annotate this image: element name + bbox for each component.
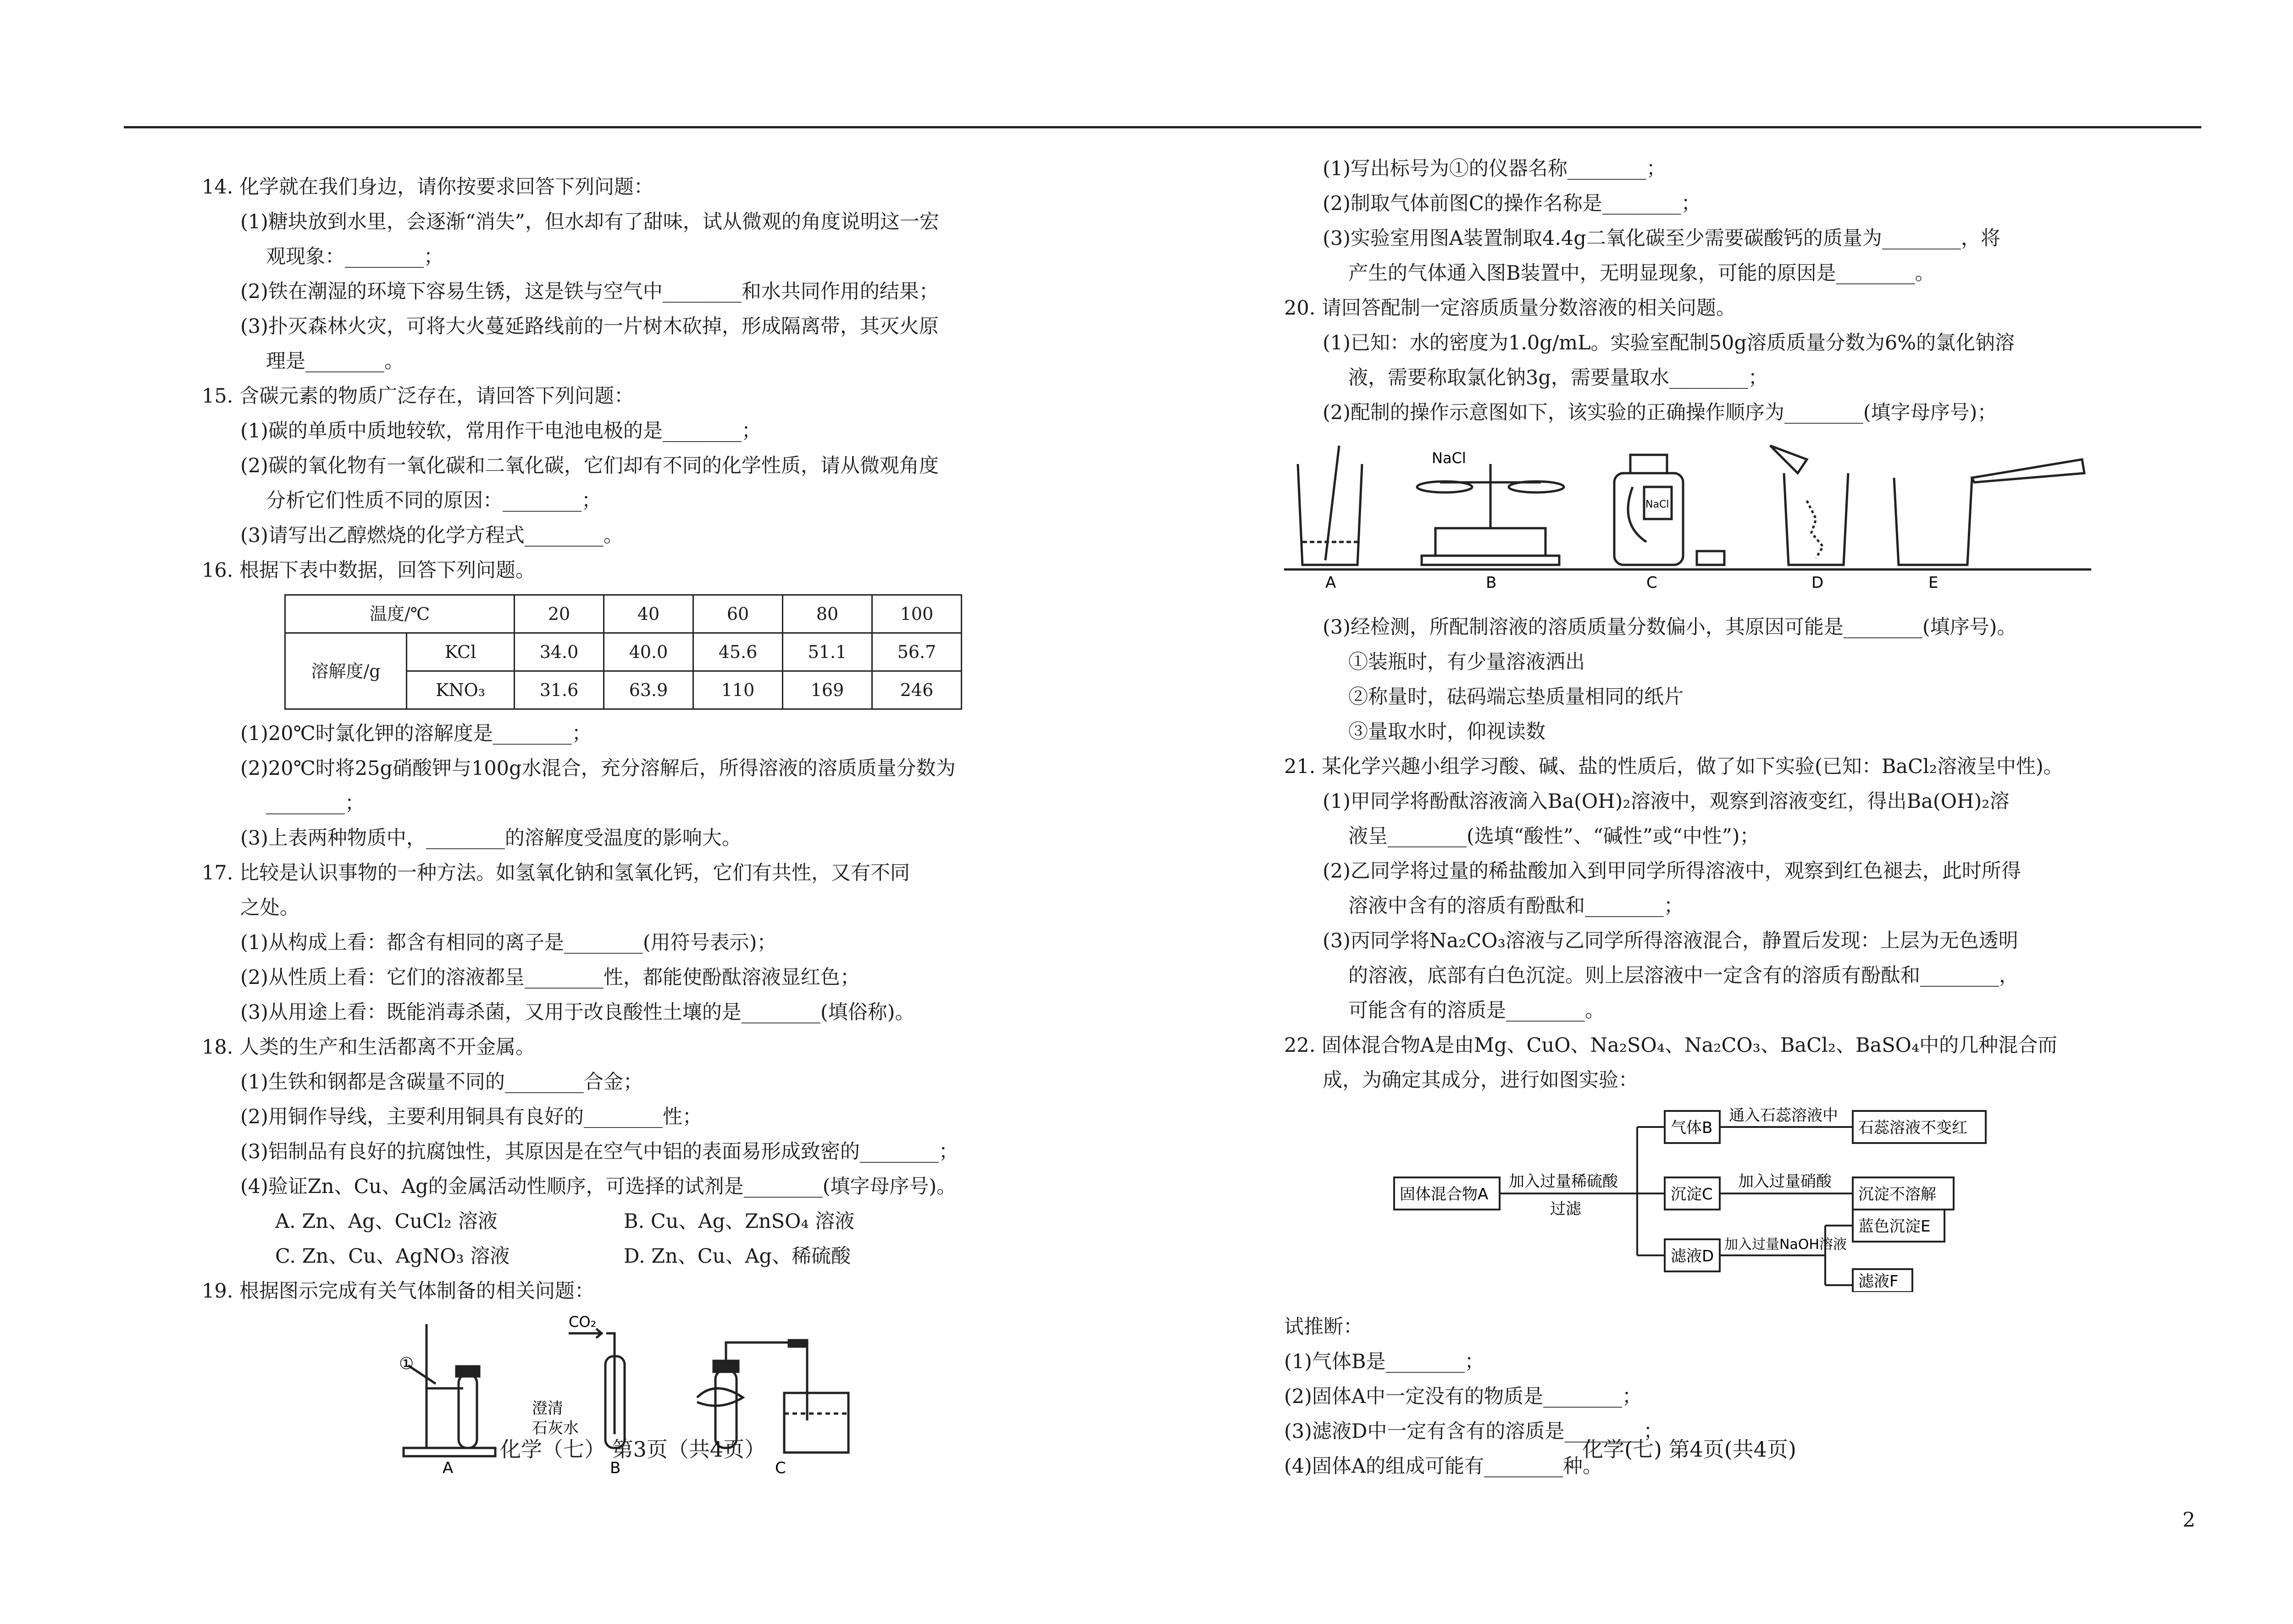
q18-part1: (1)生铁和钢都是含碳量不同的________合金； — [240, 1071, 643, 1094]
balance-base — [1422, 556, 1559, 565]
label-mark-1: ① — [399, 1354, 414, 1373]
stopper-c — [714, 1361, 738, 1372]
q14-stem: 14. 化学就在我们身边，请你按要求回答下列问题： — [202, 176, 654, 199]
q19-part1: (1)写出标号为①的仪器名称________； — [1323, 157, 1666, 180]
label-step-c: C — [1646, 574, 1657, 592]
q19-part2: (2)制取气体前图C的操作名称是________； — [1323, 192, 1701, 215]
q14-part3: (3)扑灭森林火灾，可将大火蔓延路线前的一片树木砍掉，形成隔离带，其灭火原 — [240, 315, 939, 338]
q15-part2: (2)碳的氧化物有一氧化碳和二氧化碳，它们却有不同的化学性质，请从微观角度 — [240, 454, 939, 477]
q22-part1: (1)气体B是________； — [1284, 1350, 1484, 1373]
q20-stem: 20. 请回答配制一定溶质质量分数溶液的相关问题。 — [1284, 297, 1736, 320]
q19-part3-cont: 产生的气体通入图B装置中，无明显现象，可能的原因是________。 — [1348, 262, 1935, 285]
question-15 — [202, 379, 1055, 553]
q15-stem: 15. 含碳元素的物质广泛存在，请回答下列问题： — [202, 385, 634, 408]
q22-part3: (3)滤液D中一定有含有的溶质是________； — [1284, 1420, 1663, 1443]
label-co2: CO₂ — [569, 1315, 597, 1331]
q14-part1: (1)糖块放到水里，会逐渐“消失”，但水却有了甜味，试从微观的角度说明这一宏 — [240, 210, 939, 233]
flow-litmus-result: 石蕊溶液不变红 — [1858, 1119, 1967, 1137]
label-step-e: E — [1928, 574, 1939, 592]
table-cell: 63.9 — [604, 671, 693, 709]
table-row-kcl-label: KCl — [407, 633, 515, 671]
q16-part2-cont: ________； — [266, 792, 365, 815]
table-cell: 110 — [693, 671, 783, 709]
question-18 — [202, 1030, 1055, 1274]
question-22 — [1284, 1028, 2119, 1484]
solution-prep-figure — [1284, 436, 2119, 603]
right-page-footer: 化学(七) 第4页(共4页) — [1582, 1437, 1796, 1462]
table-row-kno3-label: KNO₃ — [407, 671, 515, 709]
flow-start: 固体混合物A — [1400, 1185, 1489, 1204]
q21-stem: 21. 某化学兴趣小组学习酸、碱、盐的性质后，做了如下实验(已知：BaCl₂溶液呈中性)。 — [1284, 755, 2063, 778]
label-nacl-balance: NaCl — [1432, 449, 1466, 467]
q22-infer: 试推断： — [1284, 1315, 1363, 1338]
left-column — [202, 170, 1055, 1493]
table-header-temp: 温度/℃ — [285, 595, 515, 633]
table-cell: 56.7 — [872, 633, 962, 671]
label-apparatus-c: C — [775, 1459, 786, 1475]
beaker-c — [784, 1393, 848, 1453]
table-cell: 246 — [872, 671, 962, 709]
q20-part1-cont: 液，需要称取氯化钠3g，需要量取水________； — [1348, 366, 1768, 389]
q21-part2-cont: 溶液中含有的溶质有酚酞和________； — [1348, 895, 1684, 917]
right-column — [1284, 151, 2119, 1484]
flow-filtrate-f: 滤液F — [1858, 1272, 1899, 1291]
balance-body — [1435, 528, 1545, 556]
delivery-tube-b — [606, 1333, 615, 1434]
flow-ppt-c: 沉淀C — [1671, 1185, 1713, 1204]
left-page-footer: 化学（七） 第3页（共4页） — [500, 1437, 766, 1462]
q18-options-row1 — [202, 1204, 1055, 1239]
table-temp: 80 — [783, 595, 872, 633]
question-19-cont — [1284, 151, 2119, 291]
flow-gas-b: 气体B — [1671, 1119, 1713, 1137]
q16-stem: 16. 根据下表中数据，回答下列问题。 — [202, 559, 536, 582]
q22-stem-cont: 成，为确定其成分，进行如图实验： — [1323, 1069, 1638, 1092]
paper-d — [1770, 446, 1807, 473]
table-temp: 20 — [515, 595, 604, 633]
q19-stem: 19. 根据图示完成有关气体制备的相关问题： — [202, 1280, 595, 1303]
question-14 — [202, 170, 1055, 379]
label-step-d: D — [1811, 574, 1824, 592]
label-limewater-1: 澄清 — [532, 1399, 563, 1418]
flow-litmus-step: 通入石蕊溶液中 — [1729, 1106, 1838, 1125]
q15-part3: (3)请写出乙醇燃烧的化学方程式________。 — [240, 524, 623, 547]
label-apparatus-a: A — [443, 1459, 454, 1475]
q20-part3: (3)经检测，所配制溶液的溶质质量分数偏小，其原因可能是________(填序号)。 — [1323, 616, 2017, 639]
q17-stem: 17. 比较是认识事物的一种方法。如氢氧化钠和氢氧化钙，它们有共性，又有不同 — [202, 862, 910, 884]
delivery-tube-c — [726, 1342, 807, 1420]
q22-part4: (4)固体A的组成可能有________种。 — [1284, 1455, 1602, 1478]
flow-ppt-result: 沉淀不溶解 — [1858, 1185, 1936, 1204]
solution-prep-svg — [1284, 436, 2110, 592]
q14-part3-cont: 理是________。 — [266, 350, 404, 373]
page-number: 2 — [2182, 1508, 2195, 1532]
q22-part2: (2)固体A中一定没有的物质是________； — [1284, 1385, 1642, 1408]
test-tube-a — [459, 1375, 477, 1448]
q19-part3: (3)实验室用图A装置制取4.4g二氧化碳至少需要碳酸钙的质量为________，将 — [1323, 227, 2000, 250]
beaker-e — [1894, 478, 1972, 565]
solubility-table — [284, 594, 962, 710]
label-step-a: A — [1325, 574, 1336, 592]
question-21 — [1284, 749, 2119, 1028]
table-temp: 60 — [693, 595, 783, 633]
table-cell: 34.0 — [515, 633, 604, 671]
q17-part1: (1)从构成上看：都含有相同的离子是________(用符号表示)； — [240, 931, 777, 954]
flowchart-figure — [1284, 1104, 2119, 1303]
q18-option-b: B. Cu、Ag、ZnSO₄ 溶液 — [624, 1210, 855, 1233]
q17-part2: (2)从性质上看：它们的溶液都呈________性，都能使酚酞溶液显红色； — [240, 966, 860, 989]
q18-option-d: D. Zn、Cu、Ag、稀硫酸 — [624, 1245, 851, 1268]
q15-part2-cont: 分析它们性质不同的原因：________； — [266, 489, 601, 512]
q21-part1: (1)甲同学将酚酞溶液滴入Ba(OH)₂溶液中，观察到溶液变红，得出Ba(OH)₂溶 — [1323, 790, 2010, 813]
q20-option-2: ②称量时，砝码端忘垫质量相同的纸片 — [1348, 685, 1684, 708]
q18-options-row2 — [202, 1239, 1055, 1274]
table-temp: 100 — [872, 595, 962, 633]
label-nacl-bottle: NaCl — [1645, 499, 1669, 510]
q17-part3: (3)从用途上看：既能消毒杀菌，又用于改良酸性土壤的是________(填俗称)。 — [240, 1001, 915, 1024]
table-cell: 40.0 — [604, 633, 693, 671]
q17-stem-cont: 之处。 — [240, 896, 299, 919]
q20-part1: (1)已知：水的密度为1.0g/mL。实验室配制50g溶质质量分数为6%的氯化钠溶 — [1323, 331, 2015, 354]
q18-option-c: C. Zn、Cu、AgNO₃ 溶液 — [275, 1245, 510, 1268]
q18-part4: (4)验证Zn、Cu、Ag的金属活动性顺序，可选择的试剂是________(填字母序号)。 — [240, 1175, 957, 1198]
q21-part3-cont: 的溶液，底部有白色沉淀。则上层溶液中一定含有的溶质有酚酞和________， — [1348, 964, 2019, 987]
q14-part1-cont: 观现象：________； — [266, 245, 443, 268]
question-20 — [1284, 291, 2119, 749]
q16-part1: (1)20℃时氯化钾的溶解度是________； — [240, 722, 592, 745]
weighing-paper — [1697, 551, 1724, 565]
question-16 — [202, 553, 1055, 856]
q18-stem: 18. 人类的生产和生活都离不开金属。 — [202, 1036, 536, 1059]
q20-part2: (2)配制的操作示意图如下，该实验的正确操作顺序为________(填字母序号)； — [1323, 401, 1997, 424]
q15-part1: (1)碳的单质中质地较软，常用作干电池电极的是________； — [240, 420, 761, 442]
q14-part2: (2)铁在潮湿的环境下容易生锈，这是铁与空气中________和水共同作用的结果； — [240, 280, 939, 303]
flow-step1-reagent: 加入过量稀硫酸 — [1509, 1172, 1618, 1191]
label-apparatus-b: B — [610, 1459, 621, 1475]
table-cell: 51.1 — [783, 633, 872, 671]
flowchart-svg — [1284, 1104, 2110, 1292]
flow-blue-ppt-e: 蓝色沉淀E — [1858, 1217, 1931, 1236]
stand-base — [404, 1448, 495, 1456]
flow-naoh-step: 加入过量NaOH溶液 — [1724, 1237, 1847, 1253]
q21-part3-cont2: 可能含有的溶质是________。 — [1348, 999, 1605, 1022]
q20-option-1: ①装瓶时，有少量溶液洒出 — [1348, 651, 1585, 674]
flow-hno3-step: 加入过量硝酸 — [1738, 1172, 1832, 1191]
flow-filtrate-d: 滤液D — [1671, 1247, 1714, 1265]
beaker-d — [1784, 473, 1848, 565]
q18-option-a: A. Zn、Ag、CuCl₂ 溶液 — [275, 1210, 498, 1233]
table-temp: 40 — [604, 595, 693, 633]
q21-part3: (3)丙同学将Na₂CO₃溶液与乙同学所得溶液混合，静置后发现：上层为无色透明 — [1323, 929, 2018, 952]
label-step-b: B — [1486, 574, 1497, 592]
table-header-solubility: 溶解度/g — [285, 633, 407, 709]
table-cell: 31.6 — [515, 671, 604, 709]
label-limewater-2: 石灰水 — [532, 1419, 579, 1437]
falling-solid — [1807, 501, 1823, 558]
q22-stem: 22. 固体混合物A是由Mg、CuO、Na₂SO₄、Na₂CO₃、BaCl₂、BaSO₄中的几种混合而 — [1284, 1034, 2058, 1057]
graduated-cylinder — [1972, 459, 2084, 482]
flow-step1-filter: 过滤 — [1550, 1200, 1581, 1218]
q16-part2: (2)20℃时将25g硝酸钾与100g水混合，充分溶解后，所得溶液的溶质质量分数为 — [240, 757, 956, 780]
question-17 — [202, 856, 1055, 1030]
top-rule — [124, 126, 2201, 128]
q21-part1-cont: 液呈________(选填“酸性”、“碱性”或“中性”)； — [1348, 825, 1760, 848]
q16-part3: (3)上表两种物质中，________的溶解度受温度的影响大。 — [240, 827, 742, 850]
q20-option-3: ③量取水时，仰视读数 — [1348, 720, 1545, 743]
table-cell: 45.6 — [693, 633, 783, 671]
stopper-a — [456, 1366, 479, 1376]
rubber-joint — [789, 1340, 807, 1347]
bottle-neck — [1630, 455, 1667, 473]
q21-part2: (2)乙同学将过量的稀盐酸加入到甲同学所得溶液中，观察到红色褪去，此时所得 — [1323, 860, 2021, 883]
q18-part3: (3)铝制品有良好的抗腐蚀性，其原因是在空气中铝的表面易形成致密的________； — [240, 1140, 958, 1163]
q18-part2: (2)用铜作导线，主要利用铜具有良好的________性； — [240, 1105, 702, 1128]
table-cell: 169 — [783, 671, 872, 709]
